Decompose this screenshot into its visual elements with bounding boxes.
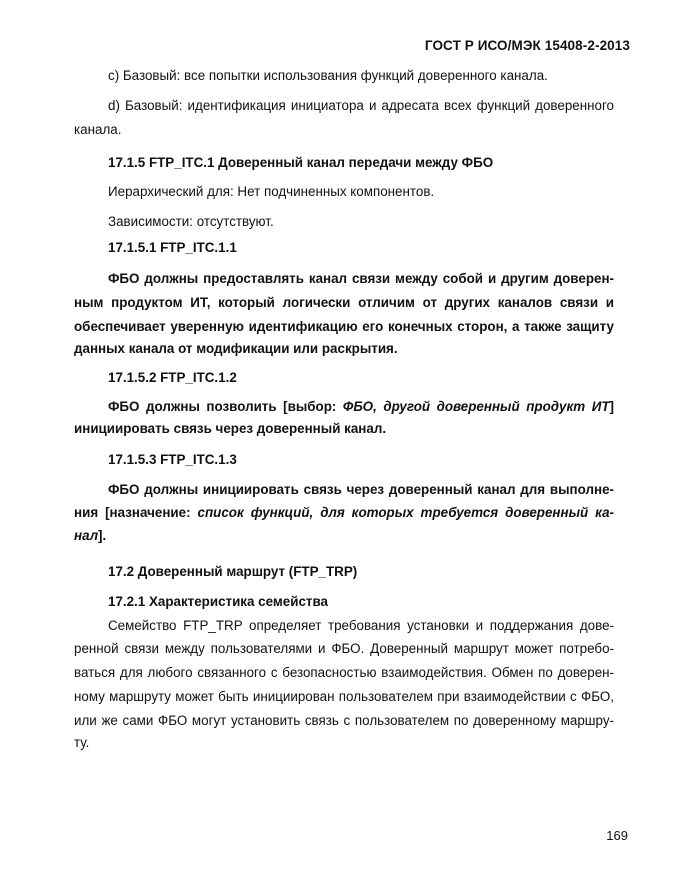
selection-value: ФБО, другой доверенный продукт ИТ: [342, 399, 610, 414]
paragraph-line: ФБО должны инициировать связь через доверенный канал для выполне-: [108, 482, 614, 497]
text-run: ФБО должны позволить [выбор:: [108, 399, 343, 414]
paragraph-line-selection: [108, 398, 614, 416]
paragraph-line: данных канала от модификации или раскрытия.: [74, 341, 398, 356]
paragraph-line: или же сами ФБО могут установить связь с пользователем по доверенному маршру-: [74, 713, 614, 728]
section-heading-17-2-1: 17.2.1 Характеристика семейства: [108, 594, 328, 609]
paragraph-line: ФБО должны предоставлять канал связи между собой и другим доверен-: [108, 271, 614, 286]
paragraph-line-assignment-end: [74, 527, 614, 545]
text-run: ния [назначение:: [74, 505, 198, 520]
paragraph-line: ту.: [74, 735, 90, 750]
document-header: ГОСТ Р ИСО/МЭК 15408-2-2013: [424, 38, 630, 53]
assignment-value: нал: [74, 528, 99, 543]
list-item-c: c) Базовый: все попытки использования функций доверенного канала.: [108, 68, 548, 83]
assignment-value: список функций, для которых требуется доверенный ка-: [197, 505, 614, 520]
paragraph-line: ренной связи между пользователями и ФБО. Доверенный маршрут может потребо-: [74, 641, 614, 656]
section-heading-17-2: 17.2 Доверенный маршрут (FTP_TRP): [108, 564, 358, 579]
text-run: ].: [98, 528, 107, 543]
list-item-d: d) Базовый: идентификация инициатора и адресата всех функций доверенного: [108, 98, 614, 113]
page-number: 169: [606, 828, 628, 843]
list-item-d-cont: канала.: [74, 122, 122, 137]
paragraph-line: ному маршруту может быть инициирован пользователем при взаимодействии с ФБО,: [74, 689, 614, 704]
element-heading-ftp-itc-1-3: 17.1.5.3 FTP_ITC.1.3: [108, 452, 237, 467]
paragraph-line: Семейство FTP_TRP определяет требования установки и поддержания дове-: [108, 618, 614, 633]
section-heading-17-1-5: 17.1.5 FTP_ITC.1 Доверенный канал передачи между ФБО: [108, 155, 494, 170]
element-heading-ftp-itc-1-1: 17.1.5.1 FTP_ITC.1.1: [108, 240, 237, 255]
text-run: ]: [609, 399, 614, 414]
paragraph-line-assignment: [74, 504, 614, 522]
element-heading-ftp-itc-1-2: 17.1.5.2 FTP_ITC.1.2: [108, 370, 237, 385]
paragraph-line: ным продуктом ИТ, который логически отличим от других каналов связи и: [74, 295, 614, 310]
dependencies-line: Зависимости: отсутствуют.: [108, 214, 274, 229]
paragraph-line: инициировать связь через доверенный канал.: [74, 421, 387, 436]
paragraph-line: ваться для любого связанного с безопасностью взаимодействия. Обмен по доверен-: [74, 665, 614, 680]
hierarchy-line: Иерархический для: Нет подчиненных компонентов.: [108, 184, 435, 199]
paragraph-line: обеспечивает уверенную идентификацию его конечных сторон, а также защиту: [74, 319, 614, 334]
